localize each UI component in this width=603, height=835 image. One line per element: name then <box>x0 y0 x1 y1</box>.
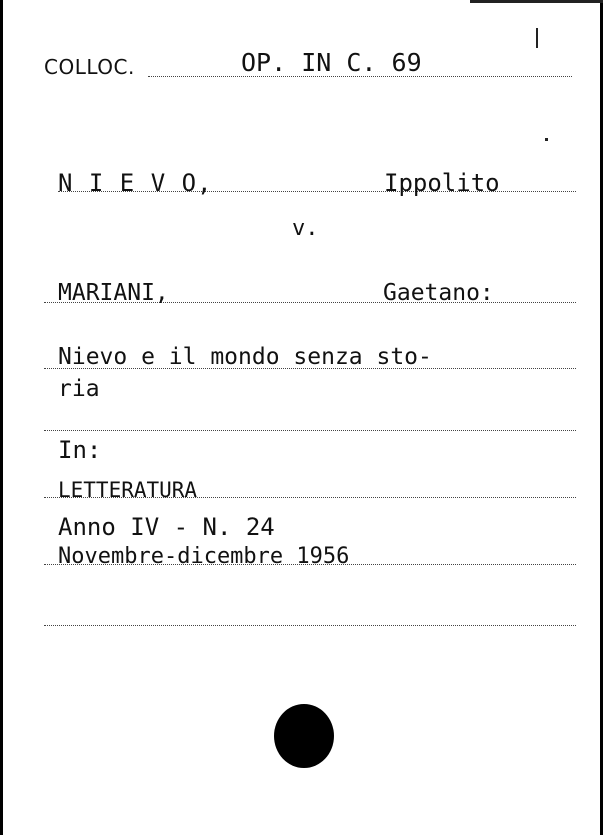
separator-dotted-line <box>44 430 576 431</box>
author-first-name: Ippolito <box>384 169 500 197</box>
scan-mark <box>536 28 538 48</box>
punch-hole <box>274 704 334 768</box>
collocation-value: OP. IN C. 69 <box>241 48 422 77</box>
scan-speck <box>545 138 548 141</box>
relation-mark: v. <box>292 216 319 241</box>
card-left-edge <box>0 0 3 835</box>
title-line-1: Nievo e il mondo senza sto- <box>58 344 432 370</box>
card-top-edge <box>470 0 603 3</box>
author-surname: N I E V O, <box>58 169 213 197</box>
blank-dotted-line <box>44 625 576 626</box>
volume-issue: Anno IV - N. 24 <box>58 513 275 541</box>
second-author-surname: MARIANI, <box>58 280 169 306</box>
collocation-label: COLLOC. <box>44 55 135 79</box>
second-author-first-name: Gaetano: <box>383 280 494 306</box>
publication-date: Novembre-dicembre 1956 <box>58 544 350 569</box>
journal-title: LETTERATURA <box>58 478 198 502</box>
title-line-2: ria <box>58 376 100 402</box>
in-label: In: <box>58 436 102 464</box>
